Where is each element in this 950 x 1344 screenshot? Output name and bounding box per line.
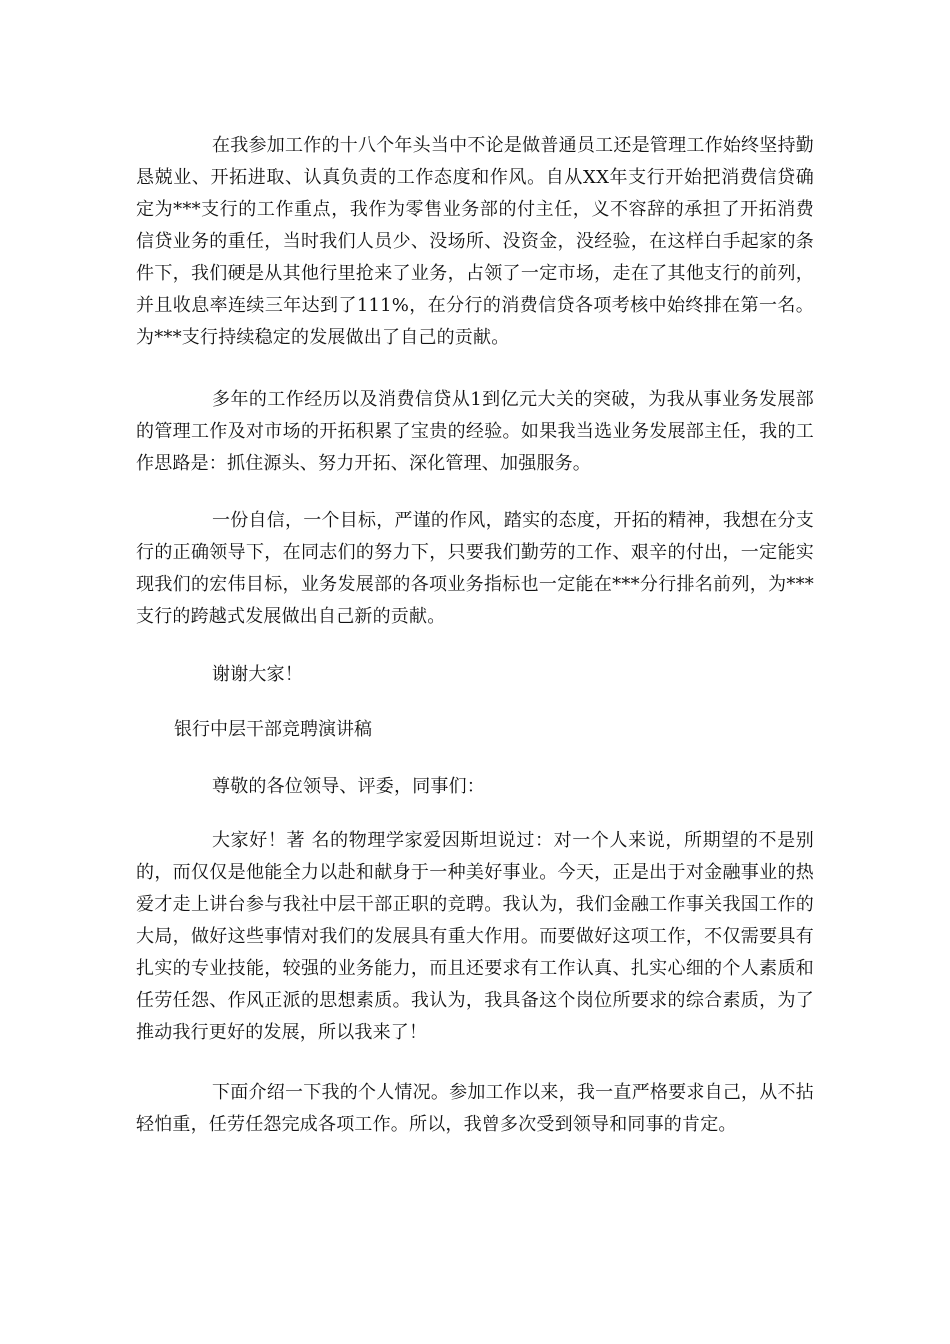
paragraph-work-experience: 在我参加工作的十八个年头当中不论是做普通员工还是管理工作始终坚持勤恳兢业、开拓进取、认真负责的工作态度和作风。自从XX年支行开始把消费信贷确定为***支行的工作重点，我作为零售业务部的付主任，义不容辞的承担了开拓消费信贷业务的重任，当时我们人员少、没场所、没资金，没经验，在这样白手起家的条件下，我们硬是从其他行里抢来了业务，占领了一定市场，走在了其他支行的前列，并且收息率连续三年达到了111%，在分行的消费信贷各项考核中始终排在第一名。为***支行持续稳定的发展做出了自己的贡献。 (136, 135, 814, 348)
paragraph-work-plan: 多年的工作经历以及消费信贷从1到亿元大关的突破，为我从事业务发展部的管理工作及对市场的开拓积累了宝贵的经验。如果我当选业务发展部主任，我的工作思路是：抓住源头、努力开拓、深化管理、加强服务。 (136, 389, 814, 474)
salutation: 尊敬的各位领导、评委，同事们： (212, 776, 485, 797)
paragraph-closing-goal: 一份自信，一个目标，严谨的作风，踏实的态度，开拓的精神，我想在分支行的正确领导下，在同志们的努力下，只要我们勤劳的工作、艰辛的付出，一定能实现我们的宏伟目标，业务发展部的各项业务指标也一定能在***分行排名前列，为***支行的跨越式发展做出自己新的贡献。 (136, 510, 814, 627)
paragraph-greeting: 大家好！著 名的物理学家爱因斯坦说过：对一个人来说，所期望的不是别的，而仅仅是他能全力以赴和献身于一种美好事业。今天，正是出于对金融事业的热爱才走上讲台参与我社中层干部正职的竞聘。我认为，我们金融工作事关我国工作的大局，做好这些事情对我们的发展具有重大作用。而要做好这项工作，不仅需要具有扎实的专业技能，较强的业务能力，而且还要求有工作认真、扎实心细的个人素质和任劳任怨、作风正派的思想素质。我认为，我具备这个岗位所要求的综合素质，为了推动我行更好的发展，所以我来了！ (136, 830, 814, 1043)
paragraph-thanks: 谢谢大家！ (212, 664, 303, 685)
speech-title: 银行中层干部竞聘演讲稿 (174, 719, 372, 740)
paragraph-personal-intro: 下面介绍一下我的个人情况。参加工作以来，我一直严格要求自己，从不拈轻怕重，任劳任怨完成各项工作。所以，我曾多次受到领导和同事的肯定。 (136, 1082, 814, 1135)
